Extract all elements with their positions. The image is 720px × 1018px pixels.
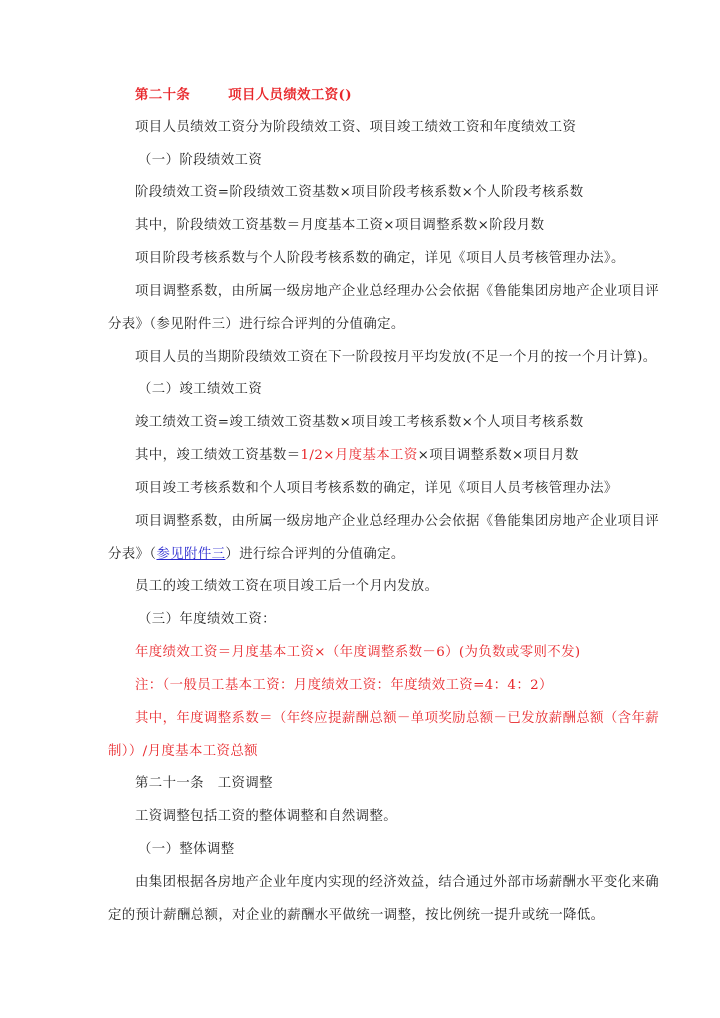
text-segment: 制））/月度基本工资总额: [108, 743, 258, 759]
text-segment: 定的预计薪酬总额，对企业的薪酬水平做统一调整，按比例统一提升或统一降低。: [108, 907, 605, 923]
text-line: [108, 177, 598, 210]
text-line: [108, 506, 660, 539]
text-segment: ×项目调整系数×项目月数: [417, 448, 579, 464]
text-line: [108, 276, 660, 309]
text-segment: 项目人员的当期阶段绩效工资在下一阶段按月平均发放(不足一个月的按一个月计算)。: [135, 349, 657, 365]
text-segment: 由集团根据各房地产企业年度内实现的经济效益，结合通过外部市场薪酬水平变化来确: [135, 874, 660, 890]
text-line: [108, 342, 657, 375]
text-line: [108, 374, 598, 407]
text-line: [108, 604, 598, 637]
text-line: [108, 145, 598, 178]
text-line: [108, 867, 660, 900]
text-line: [108, 112, 598, 145]
text-line: [108, 243, 625, 276]
text-line: [108, 539, 598, 572]
text-line: [108, 801, 598, 834]
text-segment: （二）竣工绩效工资: [138, 382, 263, 398]
text-line: [108, 210, 598, 243]
text-segment: 第二十条: [135, 87, 191, 103]
text-segment: （三）年度绩效工资：: [138, 612, 276, 628]
text-segment: （一）整体调整: [138, 842, 235, 858]
text-segment: 工资调整包括工资的整体调整和自然调整。: [135, 809, 398, 825]
text-line: [108, 407, 598, 440]
text-segment: 第二十一条 工资调整: [135, 776, 273, 792]
text-segment: 项目人员绩效工资(): [228, 87, 352, 103]
text-line: [108, 473, 618, 506]
text-segment: 项目阶段考核系数与个人阶段考核系数的确定，详见《项目人员考核管理办法》。: [135, 251, 625, 267]
text-segment: 其中，年度调整系数＝（年终应提薪酬总额－单项奖励总额－已发放薪酬总额（含年薪: [135, 710, 660, 726]
text-segment: 项目调整系数，由所属一级房地产企业总经理办公会依据《鲁能集团房地产企业项目评: [135, 283, 660, 299]
text-line: [108, 768, 598, 801]
text-segment: 竣工绩效工资=竣工绩效工资基数×项目竣工考核系数×个人项目考核系数: [135, 415, 584, 431]
text-line: [108, 670, 598, 703]
document-page: [108, 79, 660, 933]
text-segment: 其中，竣工绩效工资基数＝: [135, 448, 301, 464]
text-segment: 项目调整系数，由所属一级房地产企业总经理办公会依据《鲁能集团房地产企业项目评: [135, 513, 660, 529]
text-segment: 员工的竣工绩效工资在项目竣工后一个月内发放。: [135, 579, 439, 595]
text-segment: 项目竣工考核系数和个人项目考核系数的确定，详见《项目人员考核管理办法》: [135, 480, 618, 496]
text-segment: 分表》（: [108, 546, 157, 562]
text-segment: 分表》（参见附件三）进行综合评判的分值确定。: [108, 316, 405, 332]
text-segment: 项目人员绩效工资分为阶段绩效工资、项目竣工绩效工资和年度绩效工资: [135, 119, 577, 135]
text-line: [108, 309, 598, 342]
text-line: [108, 637, 598, 670]
text-line: [108, 440, 598, 473]
text-segment: 阶段绩效工资=阶段绩效工资基数×项目阶段考核系数×个人阶段考核系数: [135, 185, 584, 201]
text-segment: 其中，阶段绩效工资基数＝月度基本工资×项目调整系数×阶段月数: [135, 218, 545, 234]
text-segment: 1/2×月度基本工资: [300, 448, 418, 464]
text-segment: ）进行综合评判的分值确定。: [225, 546, 405, 562]
appendix-link[interactable]: 参见附件三: [156, 546, 226, 562]
text-segment: 年度绩效工资＝月度基本工资×（年度调整系数－6）(为负数或零则不发): [135, 645, 581, 661]
text-line: [108, 834, 598, 867]
text-line: [108, 571, 598, 604]
text-line: [108, 900, 605, 933]
text-segment: （一）阶段绩效工资: [138, 152, 263, 168]
text-line: [108, 79, 598, 112]
text-line: [108, 703, 660, 736]
text-segment: 注：（一般员工基本工资：月度绩效工资：年度绩效工资=4：4：2）: [135, 677, 553, 693]
text-line: [108, 736, 598, 769]
